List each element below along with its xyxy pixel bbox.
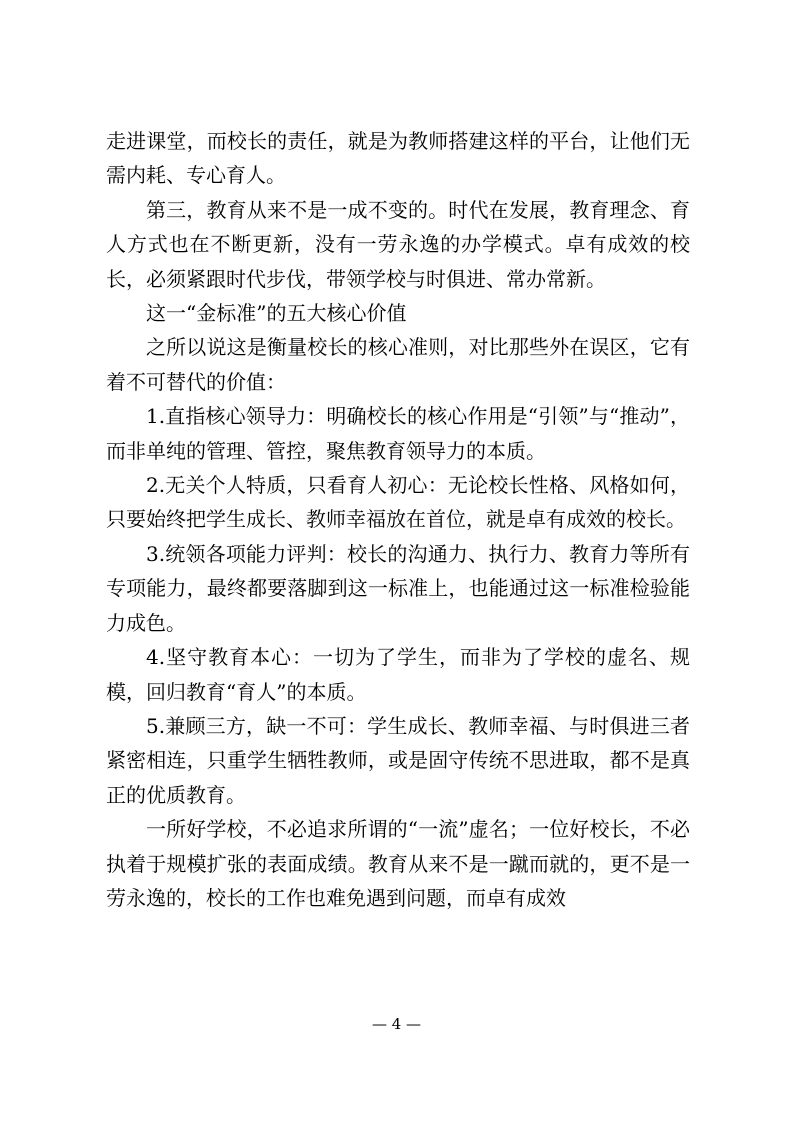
- list-item-4: 4.坚守教育本心：一切为了学生，而非为了学校的虚名、规模，回归教育“育人”的本质。: [106, 645, 690, 704]
- paragraph-closing: 一所好学校，不必追求所谓的“一流”虚名；一位好校长，不必执着于规模扩张的表面成绩。教育从来不是一蹴而就的，更不是一劳永逸的，校长的工作也难免遇到问题，而卓有成效: [106, 817, 690, 910]
- paragraph-1: 走进课堂，而校长的责任，就是为教师搭建这样的平台，让他们无需内耗、专心育人。: [106, 129, 690, 188]
- list-item-3: 3.统领各项能力评判：校长的沟通力、执行力、教育力等所有专项能力，最终都要落脚到这一标准上，也能通过这一标准检验能力成色。: [106, 541, 690, 635]
- body-text: [106, 124, 690, 915]
- paragraph-2: 第三，教育从来不是一成不变的。时代在发展，教育理念、育人方式也在不断更新，没有一劳永逸的办学模式。卓有成效的校长，必须紧跟时代步伐，带领学校与时俱进、常办常新。: [106, 197, 690, 291]
- page-number: — 4 —: [371, 1015, 422, 1033]
- list-item-5: 5.兼顾三方，缺一不可：学生成长、教师幸福、与时俱进三者紧密相连，只重学生牺牲教师，或是固守传统不思进取，都不是真正的优质教育。: [106, 713, 690, 807]
- list-item-1: 1.直指核心领导力：明确校长的核心作用是“引领”与“推动”，而非单纯的管理、管控，聚焦教育领导力的本质。: [106, 404, 690, 463]
- paragraph-intro: 之所以说这是衡量校长的核心准则，对比那些外在误区，它有着不可替代的价值：: [106, 335, 690, 394]
- section-heading: 这一“金标准”的五大核心价值: [146, 301, 407, 326]
- list-item-2: 2.无关个人特质，只看育人初心：无论校长性格、风格如何，只要始终把学生成长、教师幸福放在首位，就是卓有成效的校长。: [106, 473, 690, 532]
